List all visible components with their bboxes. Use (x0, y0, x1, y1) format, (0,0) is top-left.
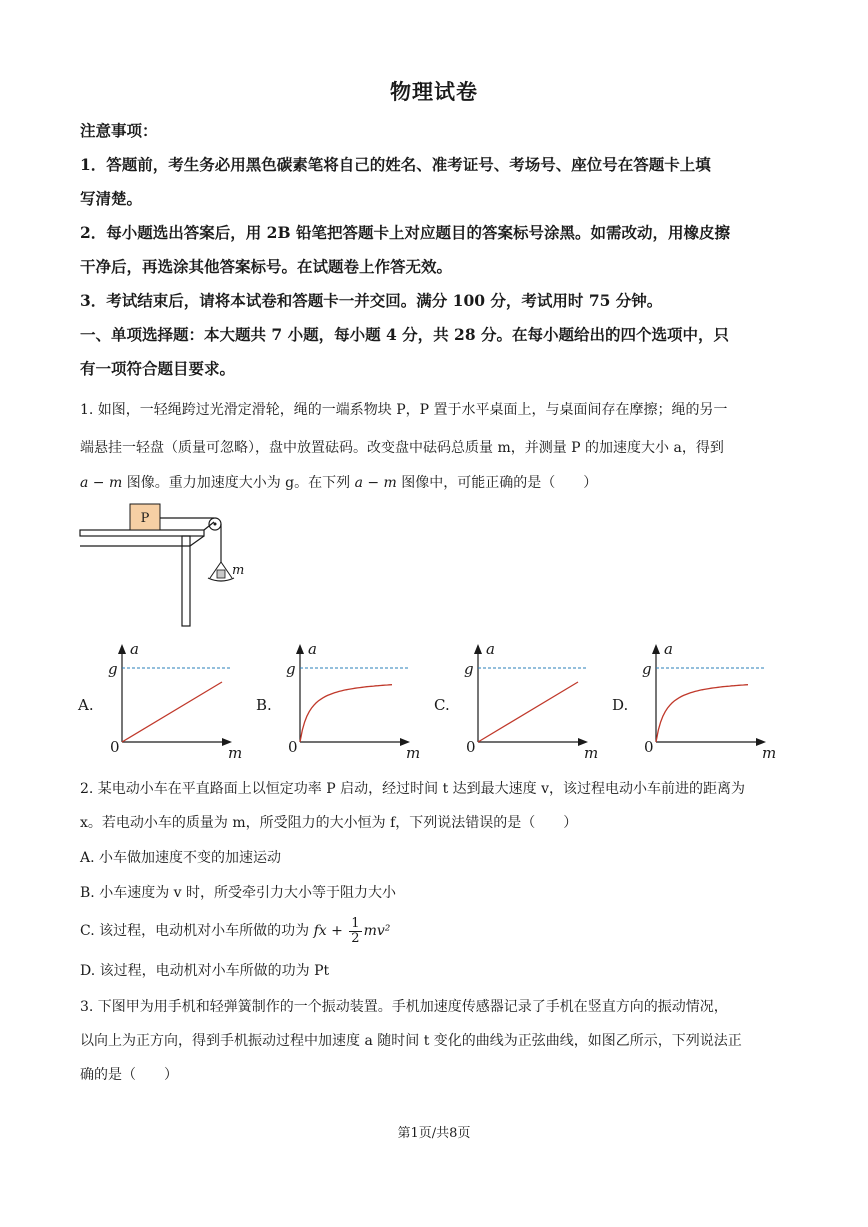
note-1b: 写清楚。 (80, 189, 143, 208)
page-title: 物理试卷 (390, 79, 478, 104)
block-p-label: P (140, 511, 150, 526)
option-label-0: A. (78, 696, 94, 714)
x-axis-label: m (406, 744, 421, 762)
origin-label: 0 (644, 738, 654, 756)
y-axis-arrow (474, 644, 482, 654)
q3-line3: 确的是（ ） (80, 1067, 178, 1083)
option-label-1: B. (256, 696, 272, 714)
weight (217, 570, 225, 578)
q1-line3-tail: 图像中，可能正确的是（ ） (396, 475, 598, 491)
table-corner (190, 536, 204, 546)
option-graphs (70, 636, 800, 768)
g-tick-label: g (642, 660, 652, 678)
a-m-curve (300, 685, 392, 742)
q1-line2: 端悬挂一轻盘（质量可忽略），盘中放置砝码。改变盘中砝码总质量 m，并测量 P 的加速度大小 a，得到 (80, 440, 724, 456)
q1-line3 (80, 466, 792, 500)
a-m-curve (478, 682, 578, 742)
option-label-2: C. (434, 696, 450, 714)
c-plus: + (326, 923, 348, 939)
q3-line2: 以向上为正方向，得到手机振动过程中加速度 a 随时间 t 变化的曲线为正弦曲线，如图乙所示，下列说法正 (80, 1033, 742, 1049)
table-leg (182, 536, 190, 626)
g-tick-label: g (464, 660, 474, 678)
q2-option-c (80, 914, 792, 948)
y-axis-arrow (118, 644, 126, 654)
a-m-curve (656, 685, 748, 742)
q3-line1: 3. 下图甲为用手机和轻弹簧制作的一个振动装置。手机加速度传感器记录了手机在竖直方向的振动情况， (80, 999, 728, 1015)
x-axis-label: m (762, 744, 777, 762)
apparatus-figure (78, 500, 258, 630)
q1-line1: 1. 如图，一轻绳跨过光滑定滑轮，绳的一端系物块 P，P 置于水平桌面上，与桌面间存在摩擦；绳的另一 (80, 402, 728, 418)
fraction-half (349, 917, 361, 946)
c-mv2: mv² (363, 923, 391, 939)
note-1a: 1．答题前，考生务必用黑色碳素笔将自己的姓名、准考证号、考场号、座位号在答题卡上填 (80, 155, 711, 174)
section1-line1: 一、单项选择题：本大题共 7 小题，每小题 4 分，共 28 分。在每小题给出的四个选项中，只 (80, 325, 730, 344)
a-m-formula: a − m (354, 475, 397, 491)
q2-option-d: D. 该过程，电动机对小车所做的功为 Pt (80, 963, 330, 979)
option-label-3: D. (612, 696, 629, 714)
y-axis-arrow (296, 644, 304, 654)
g-tick-label: g (108, 660, 118, 678)
origin-label: 0 (288, 738, 298, 756)
y-axis-label: a (664, 640, 673, 658)
x-axis-label: m (228, 744, 243, 762)
page-footer: 第1页/共8页 (397, 1126, 471, 1141)
fraction-denominator: 2 (351, 930, 360, 946)
x-axis-label: m (584, 744, 599, 762)
q2-line1: 2. 某电动小车在平直路面上以恒定功率 P 启动，经过时间 t 达到最大速度 v，该过程电动小车前进的距离为 (80, 781, 746, 797)
q2-line2: x。若电动小车的质量为 m，所受阻力的大小恒为 f，下列说法错误的是（ ） (80, 815, 578, 831)
table-top (80, 530, 204, 536)
mass-label: m (232, 563, 245, 578)
a-m-formula: a − m (80, 475, 123, 491)
q1-line3-text: 图像。重力加速度大小为 g。在下列 (122, 475, 355, 491)
q2-option-c-text: C. 该过程，电动机对小车所做的功为 (80, 923, 314, 939)
y-axis-label: a (308, 640, 317, 658)
q2-option-b: B. 小车速度为 v 时，所受牵引力大小等于阻力大小 (80, 885, 396, 901)
q2-option-a: A. 小车做加速度不变的加速运动 (80, 850, 282, 866)
note-3: 3．考试结束后，请将本试卷和答题卡一并交回。满分 100 分，考试用时 75 分钟。 (80, 291, 663, 310)
origin-label: 0 (110, 738, 120, 756)
pan (208, 578, 234, 581)
section1-line2: 有一项符合题目要求。 (80, 359, 236, 378)
g-tick-label: g (286, 660, 296, 678)
notes-heading: 注意事项： (80, 121, 158, 140)
y-axis-arrow (652, 644, 660, 654)
c-fx: fx (313, 923, 327, 939)
y-axis-label: a (130, 640, 139, 658)
y-axis-label: a (486, 640, 495, 658)
fraction-numerator: 1 (351, 915, 360, 931)
a-m-curve (122, 682, 222, 742)
note-2b: 干净后，再选涂其他答案标号。在试题卷上作答无效。 (80, 257, 453, 276)
origin-label: 0 (466, 738, 476, 756)
note-2a: 2．每小题选出答案后，用 2B 铅笔把答题卡上对应题目的答案标号涂黑。如需改动，用橡皮擦 (80, 223, 730, 242)
